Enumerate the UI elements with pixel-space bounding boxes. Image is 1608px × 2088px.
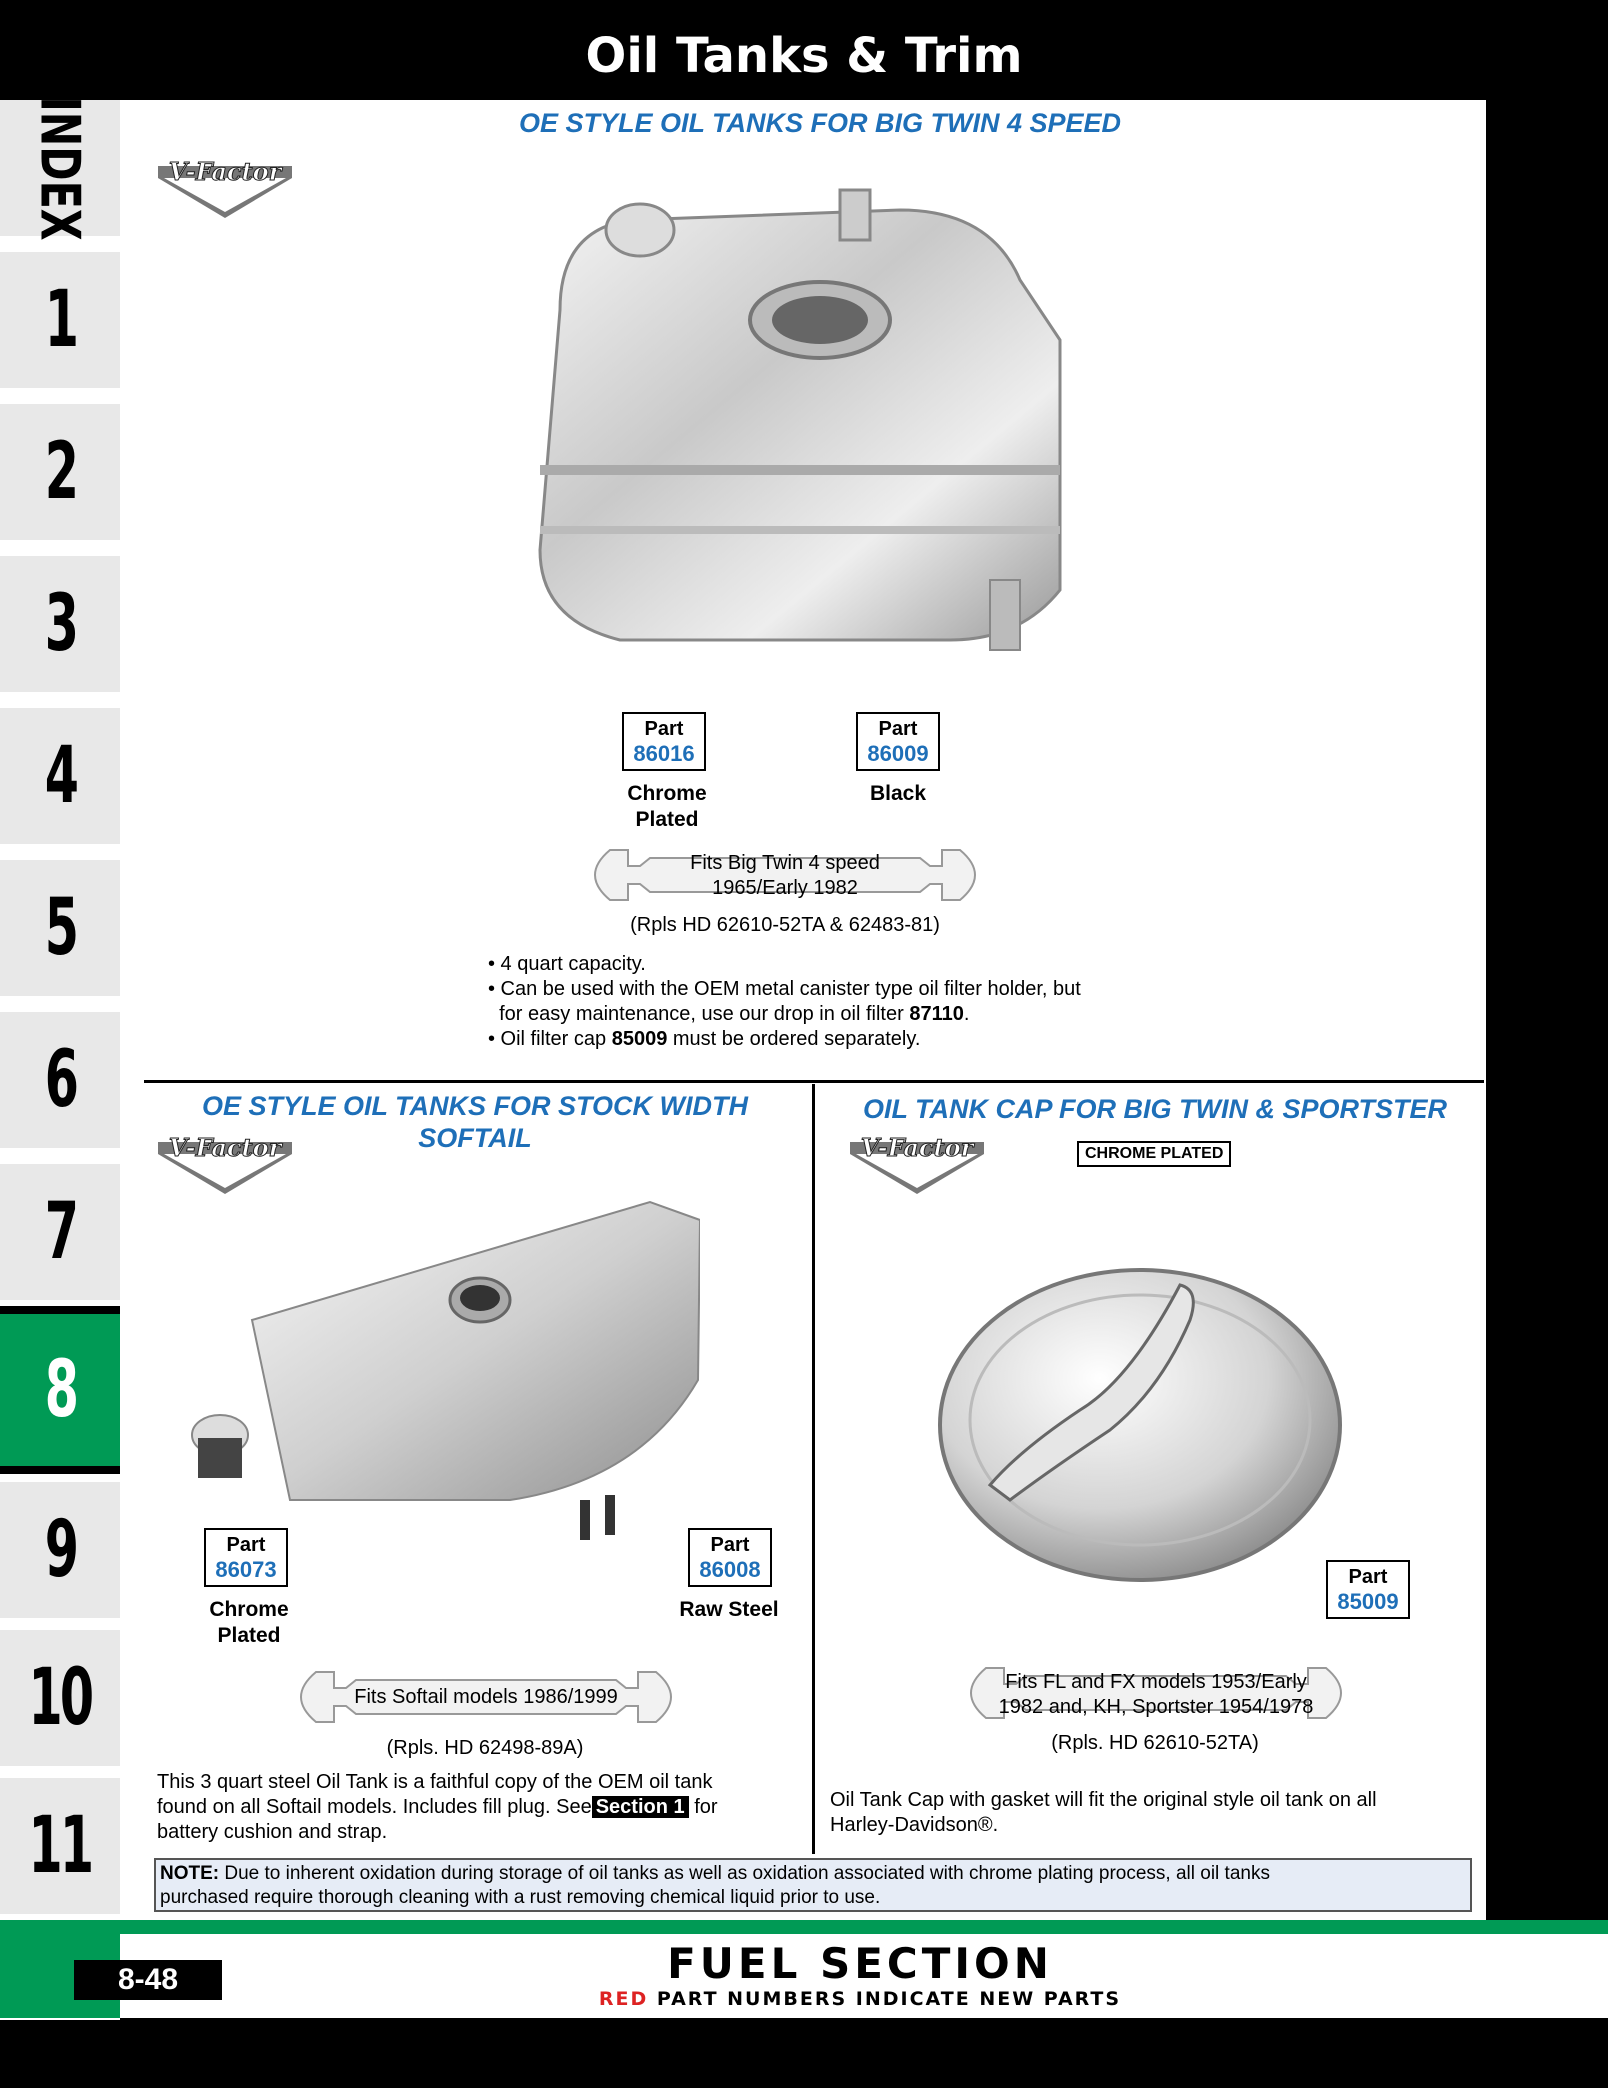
vertical-divider	[812, 1084, 815, 1854]
tab-label: 3	[44, 579, 76, 669]
tab-section-5[interactable]	[0, 860, 120, 996]
tab-label: 11	[28, 1801, 92, 1891]
chrome-plated-badge: CHROME PLATED	[1077, 1141, 1231, 1167]
horizontal-divider	[144, 1080, 1484, 1083]
fitment-big-twin: Fits Big Twin 4 speed 1965/Early 1982	[690, 852, 880, 899]
tab-section-10[interactable]	[0, 1630, 120, 1766]
tab-label: 7	[44, 1187, 76, 1277]
section-heading-oil-cap: OIL TANK CAP FOR BIG TWIN & SPORTSTER	[862, 1094, 1447, 1124]
part-number-86008[interactable]: 86008	[699, 1557, 761, 1582]
v-factor-logo	[842, 1124, 992, 1200]
section-heading-softail: OE STYLE OIL TANKS FOR STOCK WIDTH SOFTAIL	[201, 1091, 748, 1153]
part-label: Part	[644, 718, 684, 740]
part-finish-86009: Black	[869, 782, 927, 805]
part-label: Part	[710, 1534, 750, 1556]
oil-tank-cap-image	[930, 1260, 1350, 1590]
fitment-oil-cap: Fits FL and FX models 1953/Early 1982 and, KH, Sportster 1954/1978	[998, 1671, 1314, 1718]
tab-section-4[interactable]	[0, 708, 120, 844]
logo-brand-text: V-Factor	[168, 157, 282, 186]
feature-bullet: for easy maintenance, use our drop in oil filter 87110.	[488, 1003, 970, 1025]
svg-text:V-Factor: V-Factor	[168, 1133, 282, 1162]
replaces-big-twin: (Rpls HD 62610-52TA & 62483-81)	[630, 914, 940, 936]
part-number-85009[interactable]: 85009	[1337, 1589, 1399, 1614]
section-1-link[interactable]: Section 1	[592, 1796, 689, 1818]
tab-label: 8	[44, 1345, 76, 1435]
oil-cap-description: Oil Tank Cap with gasket will fit the original style oil tank on all Harley-Davidson®.	[830, 1789, 1377, 1836]
replaces-softail: (Rpls. HD 62498-89A)	[386, 1737, 584, 1759]
tab-section-8-active[interactable]	[0, 1306, 120, 1474]
tab-label: 5	[44, 883, 76, 973]
tab-label: 6	[44, 1035, 76, 1125]
note-box: NOTE: Due to inherent oxidation during storage of oil tanks as well as oxidation associated with chrome plating process, all oil tanks purchased require thorough cleaning with a rust removing chemical liquid prior to use.	[154, 1858, 1472, 1912]
part-box-85009	[1326, 1560, 1410, 1619]
note-label: NOTE:	[160, 1863, 220, 1884]
feature-bullet: • Oil filter cap 85009 must be ordered separately.	[488, 1028, 921, 1050]
tab-label: 9	[44, 1505, 76, 1595]
part-number-86073[interactable]: 86073	[215, 1557, 277, 1582]
section-sidebar	[0, 95, 120, 2020]
tab-index-label: INDEX	[28, 95, 92, 241]
feature-bullet: • Can be used with the OEM metal canister type oil filter holder, but	[488, 978, 1081, 1000]
v-factor-logo	[150, 148, 300, 224]
part-box-86008	[688, 1528, 772, 1587]
part-number-86016[interactable]: 86016	[633, 741, 695, 766]
footer-section-title: FUEL SECTION	[667, 1939, 1053, 1988]
tab-section-6[interactable]	[0, 1012, 120, 1148]
new-parts-note: RED PART NUMBERS INDICATE NEW PARTS	[598, 1988, 1122, 2010]
tab-label: 1	[44, 275, 76, 365]
part-box-86073	[204, 1528, 288, 1587]
tab-section-2[interactable]	[0, 404, 120, 540]
tab-index[interactable]	[0, 95, 120, 241]
tab-label: 10	[28, 1653, 92, 1743]
tab-section-1[interactable]	[0, 252, 120, 388]
svg-text:V-Factor: V-Factor	[860, 1133, 974, 1162]
part-finish-86016: Chrome Plated	[627, 782, 707, 831]
tab-section-3[interactable]	[0, 556, 120, 692]
footer-green-band	[0, 1920, 1608, 1934]
part-box-86016	[622, 712, 706, 771]
tab-section-7[interactable]	[0, 1164, 120, 1300]
part-label: Part	[878, 718, 918, 740]
tab-label: 2	[44, 427, 76, 517]
page-title: Oil Tanks & Trim	[585, 28, 1023, 84]
section-heading-big-twin: OE STYLE OIL TANKS FOR BIG TWIN 4 SPEED	[518, 108, 1122, 138]
part-label: Part	[1348, 1566, 1388, 1588]
part-label: Part	[226, 1534, 266, 1556]
softail-description: This 3 quart steel Oil Tank is a faithful copy of the OEM oil tank found on all Softail models. Includes fill plug. See Section 1 for battery cushion and strap.	[157, 1771, 718, 1843]
oil-tank-softail-image	[180, 1180, 700, 1560]
tab-section-9[interactable]	[0, 1482, 120, 1618]
part-finish-86008: Raw Steel	[679, 1598, 779, 1621]
fitment-softail: Fits Softail models 1986/1999	[354, 1686, 618, 1708]
big-twin-features	[488, 952, 1188, 1052]
part-finish-86073: Chrome Plated	[209, 1598, 289, 1647]
part-number-86009[interactable]: 86009	[867, 741, 929, 766]
oil-tank-big-twin-image	[520, 170, 1080, 670]
replaces-oil-cap: (Rpls. HD 62610-52TA)	[1051, 1732, 1259, 1754]
tab-section-11[interactable]	[0, 1778, 120, 1914]
part-box-86009	[856, 712, 940, 771]
page-number: 8-48	[74, 1960, 222, 2000]
tab-label: 4	[44, 731, 76, 821]
feature-bullet: • 4 quart capacity.	[488, 953, 646, 975]
